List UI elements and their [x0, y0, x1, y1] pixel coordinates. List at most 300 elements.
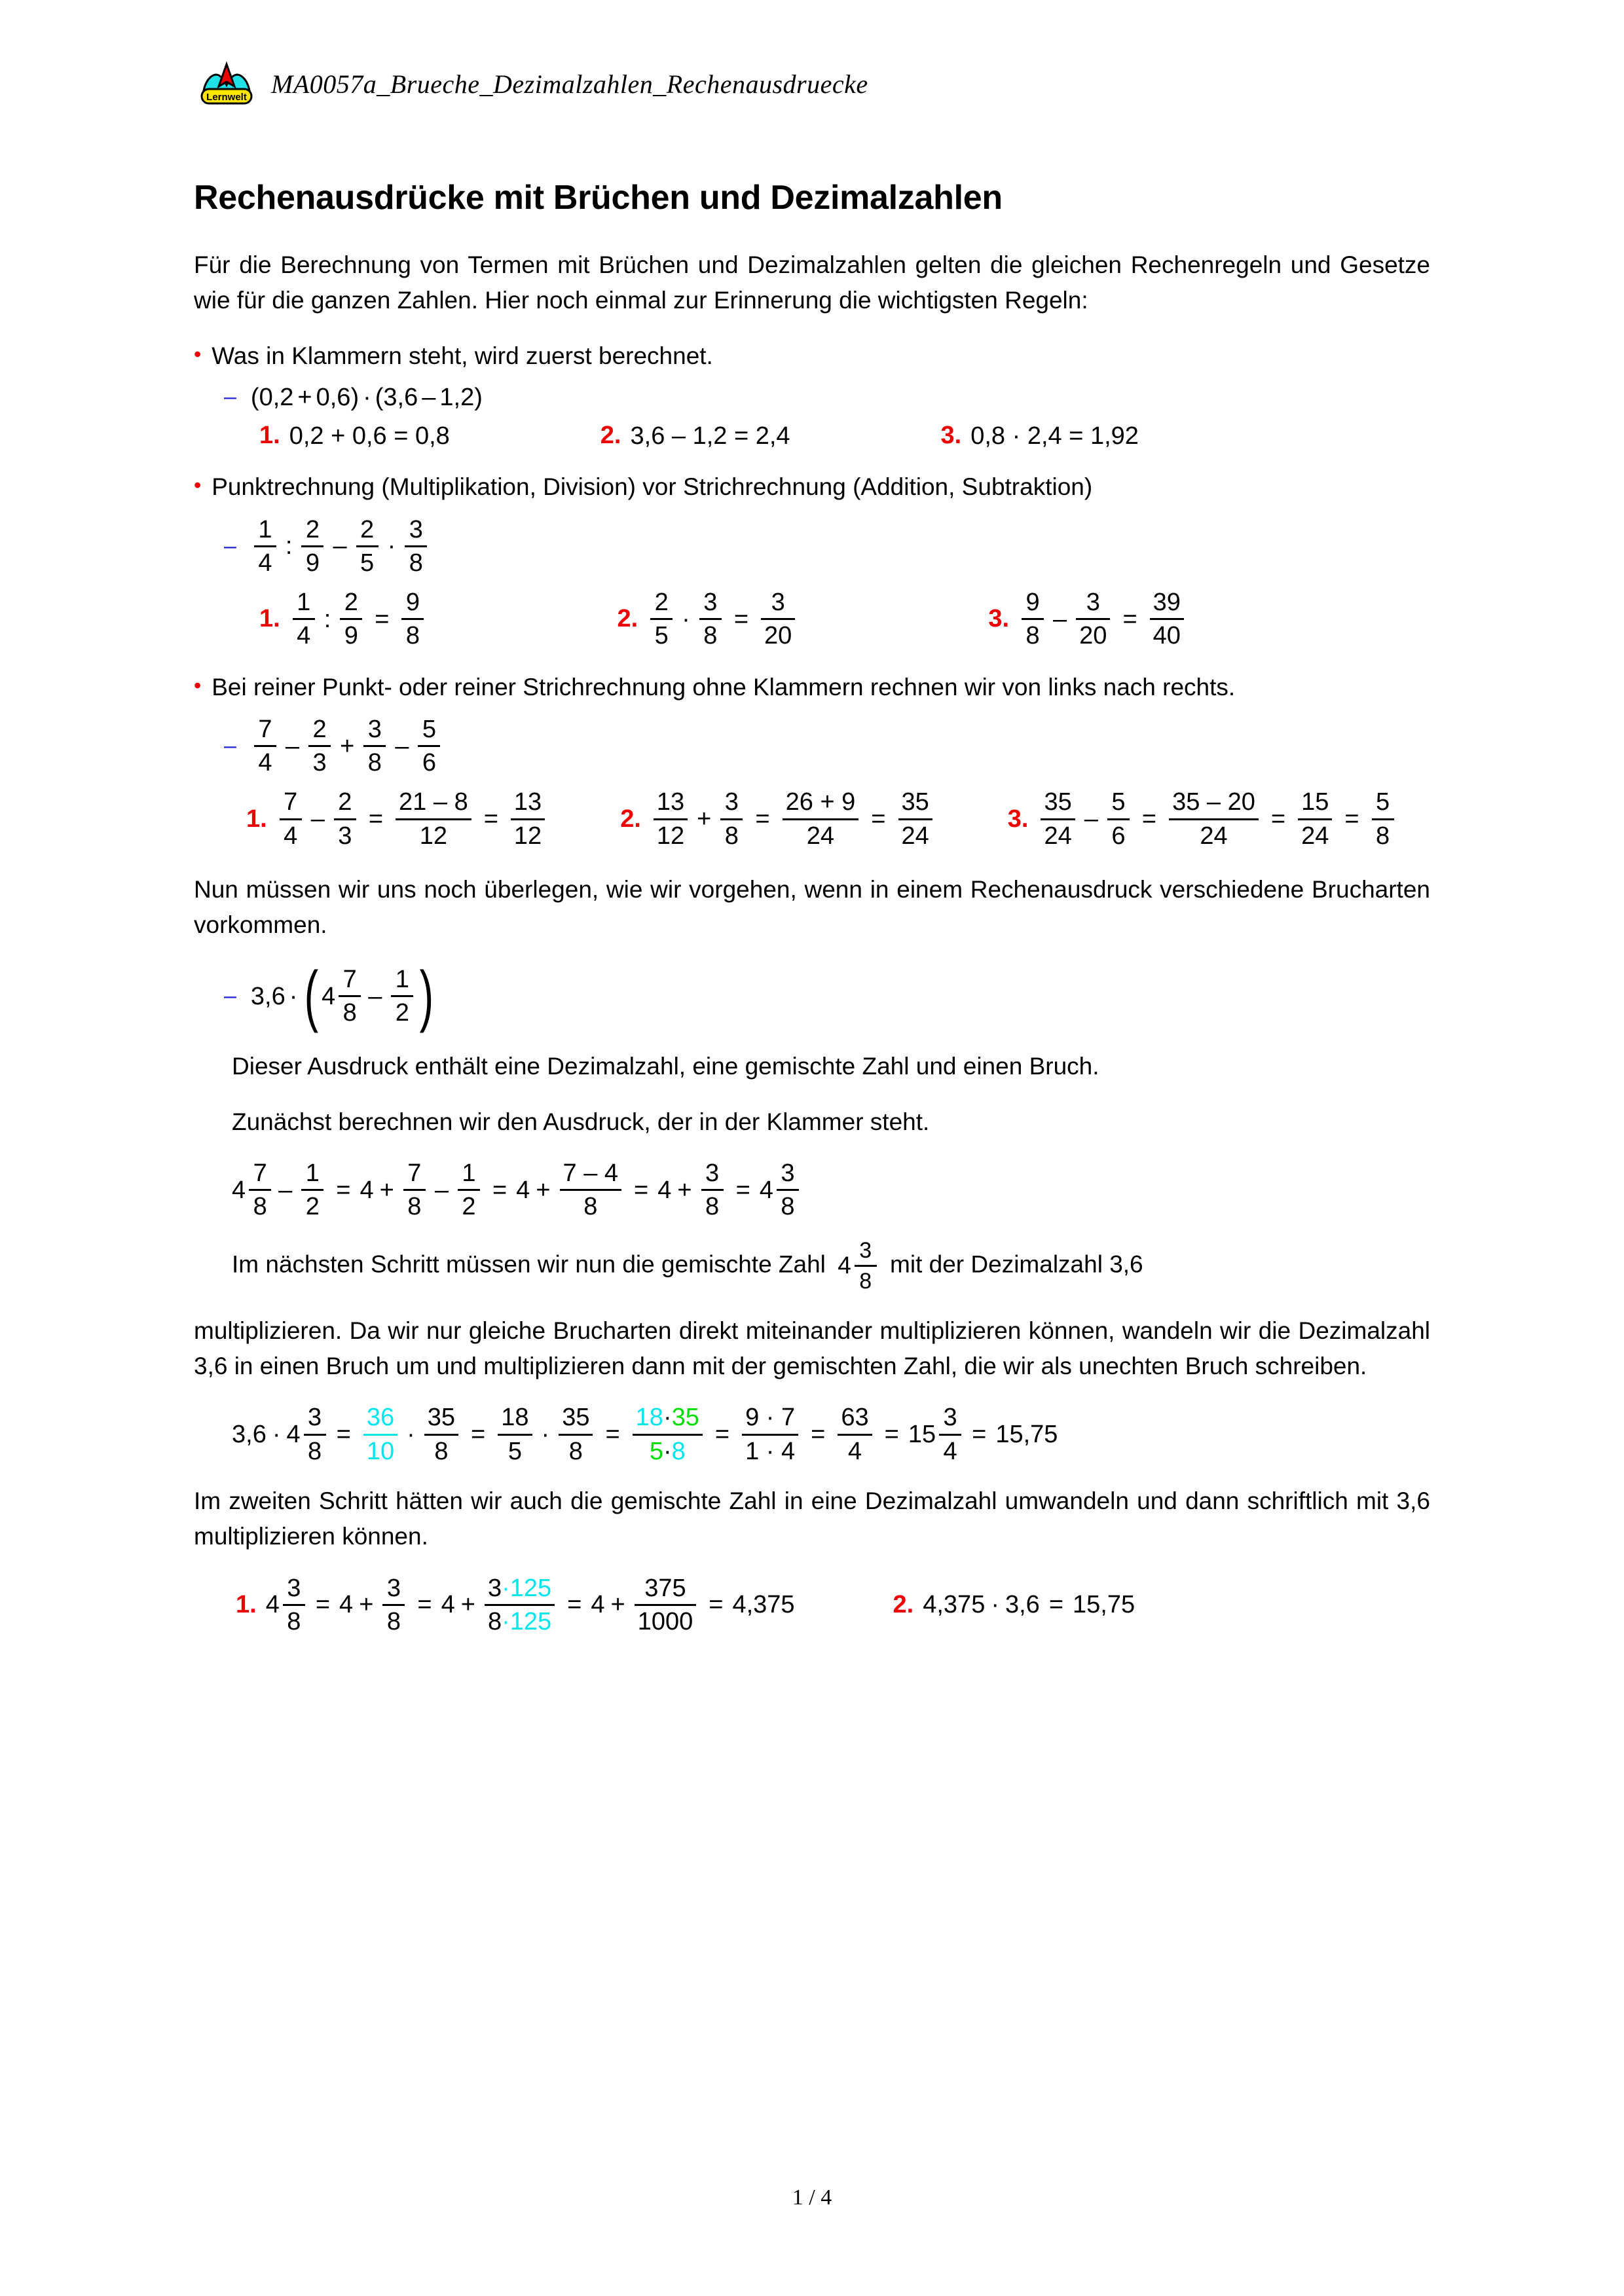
- equals-sign: =: [735, 1176, 750, 1204]
- numerator: 2: [654, 589, 669, 617]
- fraction-bar: [1076, 618, 1110, 620]
- fraction: [308, 716, 331, 777]
- equals-sign: =: [336, 1421, 351, 1449]
- op-plus: +: [297, 383, 312, 411]
- equals-sign: =: [605, 1421, 620, 1449]
- page-title: Rechenausdrücke mit Brüchen und Dezimalzahlen: [194, 179, 1003, 217]
- step-number: 3.: [940, 422, 962, 450]
- numerator: 3: [367, 715, 382, 743]
- step-expression: [650, 788, 936, 850]
- mixed-number: [760, 1159, 800, 1221]
- denominator: 3: [312, 749, 327, 777]
- denominator: 20: [764, 622, 792, 650]
- denominator: 8: [253, 1193, 267, 1221]
- fraction: [401, 589, 424, 650]
- operator: +: [536, 1176, 551, 1204]
- numerator: 7: [342, 965, 357, 993]
- operator: –: [285, 732, 300, 760]
- paren-close: ): [350, 383, 360, 411]
- number: 4: [516, 1176, 530, 1204]
- fraction: [761, 589, 795, 650]
- calculation-step: [988, 589, 1187, 650]
- next-step-paragraph: [194, 1238, 1430, 1294]
- fraction-half: [391, 966, 413, 1027]
- fraction: [254, 516, 276, 577]
- numerator: 2: [338, 788, 352, 816]
- mixed-intro-paragraph: Nun müssen wir uns noch überlegen, wie wir vorgehen, wenn in einem Rechenausdruck verschiedene Brucharten vorkommen.: [194, 876, 1430, 939]
- operator: +: [697, 805, 712, 833]
- denominator: 24: [901, 822, 929, 850]
- denominator: 4: [258, 549, 272, 577]
- equals-sign: =: [972, 1421, 987, 1449]
- denominator: 8: [434, 1437, 449, 1465]
- fraction: [1150, 589, 1184, 650]
- mixed-whole: 4: [265, 1591, 280, 1619]
- rule-1-bullet-row: [194, 338, 1430, 374]
- numerator: [633, 1404, 703, 1431]
- document-body: [194, 178, 1430, 1642]
- op-minus: –: [368, 982, 382, 1010]
- equals-sign: =: [315, 1591, 331, 1619]
- numerator: 9: [1025, 589, 1040, 617]
- step-expression: [631, 424, 790, 448]
- numerator: 3: [703, 589, 718, 617]
- calculation-step: [941, 422, 1139, 450]
- operator: –: [310, 805, 325, 833]
- fraction: [249, 1159, 271, 1221]
- numerator: 1: [305, 1159, 320, 1188]
- fraction-bar: [898, 818, 932, 820]
- operator: +: [359, 1591, 374, 1619]
- fraction: [396, 788, 471, 850]
- rule-2-steps: [194, 589, 1430, 650]
- denominator: 8: [342, 999, 357, 1027]
- fraction: [511, 788, 545, 850]
- denominator: 8: [705, 1193, 720, 1221]
- denominator: 2: [395, 999, 409, 1027]
- denominator: 4: [258, 749, 272, 777]
- fraction: [1022, 589, 1044, 650]
- term: ·: [502, 1607, 510, 1635]
- step-number: 2.: [600, 422, 621, 450]
- term: 35: [671, 1404, 699, 1432]
- fraction: [1041, 788, 1075, 850]
- denominator: 8: [583, 1193, 598, 1221]
- term-b: 0,6: [316, 383, 351, 411]
- numerator: 2: [305, 515, 320, 543]
- denominator: 9: [344, 622, 358, 650]
- fraction: [418, 716, 440, 777]
- fraction: [838, 1404, 872, 1465]
- paren-close-large: ): [419, 958, 434, 1034]
- fraction-bar: [356, 545, 378, 547]
- fraction: [382, 1575, 405, 1636]
- mixed-whole: 4: [286, 1421, 301, 1449]
- operator: ·: [541, 1421, 550, 1449]
- numerator: 39: [1153, 589, 1181, 617]
- step-number: 3.: [988, 605, 1010, 633]
- fraction: [1372, 788, 1394, 850]
- operator: –: [395, 732, 409, 760]
- rule-1-expression: [251, 385, 483, 410]
- numerator: 35: [901, 788, 929, 816]
- dash-marker-icon: –: [224, 384, 236, 410]
- lernwelt-logo: [196, 60, 257, 107]
- next-step-text-a: Im nächsten Schritt müssen wir nun die gemischte Zahl: [232, 1250, 826, 1277]
- step-number: 1.: [246, 805, 267, 833]
- step-text: 0,8 · 2,4 = 1,92: [970, 422, 1139, 450]
- rule-3-bullet-row: [194, 670, 1430, 705]
- operator: ·: [407, 1421, 415, 1449]
- denominator: 24: [806, 822, 835, 850]
- rule-3-text: Bei reiner Punkt- oder reiner Strichrechnung ohne Klammern rechnen wir von links nach rechts.: [212, 673, 1236, 701]
- fraction-bar: [424, 1434, 458, 1436]
- fraction-bar: [855, 1265, 877, 1267]
- denominator: 12: [419, 822, 448, 850]
- numerator: 3: [386, 1574, 401, 1602]
- fraction-bar: [458, 1189, 480, 1191]
- calculation-step: [617, 589, 798, 650]
- rule-1-text: Was in Klammern steht, wird zuerst berechnet.: [212, 342, 713, 369]
- denominator: 5: [507, 1437, 522, 1465]
- mixed-fraction: [339, 966, 361, 1027]
- numerator: 1: [297, 589, 311, 617]
- step-expression: [289, 589, 428, 650]
- page-footer: 1 / 4: [792, 2185, 832, 2210]
- mixed-whole: 15: [908, 1421, 936, 1449]
- fraction-bar: [396, 818, 471, 820]
- rule-1-example-row: [194, 384, 1430, 410]
- rule-3-example-row: [194, 716, 1430, 777]
- fraction-bar: [939, 1434, 961, 1436]
- term: ·: [502, 1574, 510, 1602]
- fraction-bar: [654, 818, 688, 820]
- fraction-bar: [838, 1434, 872, 1436]
- fraction: [301, 1159, 323, 1221]
- equals-sign: =: [1122, 605, 1137, 633]
- step-expression: [289, 424, 450, 448]
- logo-mountain-icon: [196, 60, 257, 107]
- fraction-bar: [280, 818, 302, 820]
- mixed-expression-row: [194, 958, 1430, 1034]
- numerator: 3: [705, 1159, 720, 1188]
- mixed-number: [266, 1575, 306, 1636]
- term: 8: [671, 1437, 686, 1465]
- denominator: 8: [367, 749, 382, 777]
- dash-marker-icon: –: [224, 983, 236, 1009]
- step-expression: [1037, 788, 1397, 850]
- calculation-step: [600, 422, 790, 450]
- denominator: 8: [287, 1607, 301, 1635]
- equals-sign: =: [492, 1176, 507, 1204]
- fraction: [498, 1404, 532, 1465]
- denominator: 1000: [637, 1607, 693, 1635]
- bullet-dot-icon: •: [194, 473, 202, 498]
- number: 4: [360, 1176, 374, 1204]
- numerator: 18: [501, 1404, 529, 1432]
- number: 4: [441, 1591, 455, 1619]
- term: ·: [663, 1404, 672, 1432]
- fraction-bar: [382, 1604, 405, 1606]
- fraction-bar: [633, 1434, 703, 1436]
- operator: ·: [272, 1421, 281, 1449]
- fraction-bar: [777, 1189, 799, 1191]
- operator: ·: [682, 605, 690, 633]
- fraction-bar: [485, 1604, 555, 1606]
- numerator: 3: [943, 1404, 957, 1432]
- fraction: [742, 1404, 798, 1465]
- numerator: 9: [405, 589, 420, 617]
- mixed-number: [908, 1404, 963, 1465]
- equals-sign: =: [1344, 805, 1359, 833]
- term-d: 1,2: [439, 383, 475, 411]
- fraction-bar: [1372, 818, 1394, 820]
- fraction-bar: [511, 818, 545, 820]
- number: 4: [339, 1591, 354, 1619]
- denominator: [485, 1608, 555, 1635]
- operator: –: [434, 1176, 449, 1204]
- numerator: 5: [422, 715, 436, 743]
- fraction-bar: [720, 818, 743, 820]
- denominator: 8: [386, 1607, 401, 1635]
- denominator: 9: [305, 549, 320, 577]
- mixed-whole: 4: [232, 1176, 246, 1204]
- dash-marker-icon: –: [224, 533, 236, 558]
- equals-sign: =: [336, 1176, 351, 1204]
- numerator: 36: [366, 1404, 395, 1432]
- fraction: [405, 516, 427, 577]
- term: 18: [635, 1404, 663, 1432]
- equals-sign: =: [567, 1591, 582, 1619]
- op-dot: ·: [289, 982, 298, 1010]
- step-expression: [647, 589, 798, 650]
- numerator: 3: [771, 589, 785, 617]
- equals-sign: =: [634, 1176, 649, 1204]
- fraction-bar: [418, 745, 440, 747]
- operator: +: [460, 1591, 475, 1619]
- step-expression: [276, 788, 548, 850]
- mixed-whole: 4: [759, 1176, 773, 1204]
- denominator: 8: [703, 622, 718, 650]
- step-number: 2.: [620, 805, 641, 833]
- numerator: 21 – 8: [399, 788, 468, 816]
- term-c: 3,6: [383, 383, 418, 411]
- rule-2-text: Punktrechnung (Multiplikation, Division) vor Strichrechnung (Addition, Subtraktion): [212, 473, 1093, 501]
- fraction-bar: [391, 995, 413, 997]
- numerator: 35: [427, 1404, 456, 1432]
- term-a: 0,2: [259, 383, 294, 411]
- operator: –: [278, 1176, 293, 1204]
- fraction-bar: [699, 618, 722, 620]
- numerator: 7: [253, 1159, 267, 1188]
- numerator: 5: [1376, 788, 1390, 816]
- fraction-colored: [485, 1575, 555, 1636]
- numerator: 7: [258, 715, 272, 743]
- denominator: 4: [847, 1437, 862, 1465]
- equals-sign: =: [471, 1421, 486, 1449]
- inline-mixed-number: [838, 1238, 878, 1294]
- numerator: 1: [462, 1159, 476, 1188]
- number: 4: [657, 1176, 672, 1204]
- second-step-paragraph: Im zweiten Schritt hätten wir auch die gemischte Zahl in eine Dezimalzahl umwandeln und dann schriftlich mit 3,6 multiplizieren können.: [194, 1487, 1430, 1550]
- numerator: 3: [287, 1574, 301, 1602]
- calculation-step: [236, 1575, 795, 1636]
- main-calculation-row: [194, 1404, 1430, 1465]
- numerator: 5: [1111, 788, 1126, 816]
- fraction-bar: [249, 1189, 271, 1191]
- equals-sign: =: [1270, 805, 1286, 833]
- fraction: [301, 516, 323, 577]
- fraction: [560, 1159, 622, 1221]
- numerator: 3: [724, 788, 739, 816]
- inline-fraction: [855, 1238, 877, 1294]
- fraction-bar: [363, 1434, 397, 1436]
- paren-open: (: [250, 383, 259, 411]
- fraction-bar: [1107, 818, 1130, 820]
- bullet-dot-icon: •: [194, 673, 202, 697]
- calculation-step: [620, 788, 936, 850]
- step-expression: [1018, 589, 1187, 650]
- mixed-number: [286, 1404, 327, 1465]
- numerator: 3: [781, 1159, 795, 1188]
- mixed-number: [232, 1159, 272, 1221]
- bullet-dot-icon: •: [194, 342, 202, 366]
- fraction: [635, 1575, 697, 1636]
- operator: –: [333, 532, 347, 560]
- fraction: [334, 788, 356, 850]
- numerator: 2: [360, 515, 375, 543]
- numerator: 7: [407, 1159, 422, 1188]
- denominator: 8: [1376, 822, 1390, 850]
- denominator: 8: [308, 1437, 322, 1465]
- fraction-bar: [1041, 818, 1075, 820]
- number: 4,375: [923, 1591, 986, 1619]
- paren-open-2: (: [375, 383, 384, 411]
- term: 8: [487, 1607, 502, 1635]
- fraction: [283, 1575, 305, 1636]
- fraction: [654, 788, 688, 850]
- fraction-bar: [293, 618, 315, 620]
- operator: +: [340, 732, 355, 760]
- fraction-bar: [742, 1434, 798, 1436]
- step-number: 3.: [1007, 805, 1029, 833]
- operator: ·: [991, 1591, 999, 1619]
- denominator: 3: [338, 822, 352, 850]
- fraction-colored: [633, 1404, 703, 1465]
- denominator: 10: [366, 1437, 395, 1465]
- operator: +: [379, 1176, 394, 1204]
- numerator: 63: [841, 1404, 869, 1432]
- fraction-bar: [1150, 618, 1184, 620]
- fraction: [254, 716, 276, 777]
- equals-sign: =: [483, 805, 498, 833]
- fraction: [1169, 788, 1259, 850]
- denominator: 24: [1044, 822, 1072, 850]
- fraction: [363, 1404, 397, 1465]
- denominator: 8: [407, 1193, 422, 1221]
- fraction: [777, 1159, 799, 1221]
- numerator: 3: [308, 1404, 322, 1432]
- rule-3-steps: [194, 788, 1430, 850]
- number: 4,375: [732, 1591, 795, 1619]
- equals-sign: =: [755, 805, 770, 833]
- number: 15,75: [1073, 1591, 1135, 1619]
- denominator: 24: [1301, 822, 1329, 850]
- fraction: [559, 1404, 593, 1465]
- operator: +: [677, 1176, 692, 1204]
- fraction: [783, 788, 859, 850]
- fraction-bar: [363, 745, 386, 747]
- fraction-bar: [283, 1604, 305, 1606]
- numerator: 3: [1086, 589, 1100, 617]
- decimal-factor: 3,6: [250, 982, 286, 1010]
- document-header: [196, 60, 868, 107]
- fraction-bar: [254, 745, 276, 747]
- mixed-line-1: Dieser Ausdruck enthält eine Dezimalzahl, eine gemischte Zahl und einen Bruch.: [232, 1053, 1099, 1080]
- fraction-bar: [339, 995, 361, 997]
- numerator: 35 – 20: [1172, 788, 1255, 816]
- fraction: [699, 589, 722, 650]
- next-step-text-b: mit der Dezimalzahl 3,6: [890, 1250, 1143, 1277]
- denominator: 6: [1111, 822, 1126, 850]
- step-number: 2.: [617, 605, 638, 633]
- term: ·: [663, 1437, 672, 1465]
- numerator: 1: [395, 965, 409, 993]
- denominator: [646, 1438, 689, 1465]
- dash-marker-icon: –: [224, 733, 236, 759]
- numerator: 35: [562, 1404, 590, 1432]
- paren-close-2: ): [474, 383, 483, 411]
- fraction: [701, 1159, 724, 1221]
- fraction-bar: [498, 1434, 532, 1436]
- fraction-bar: [301, 545, 323, 547]
- fraction: [939, 1404, 961, 1465]
- number: 3,6: [232, 1421, 267, 1449]
- rule-2-expression: [251, 516, 430, 577]
- denominator: 6: [422, 749, 436, 777]
- rule-2-example-row: [194, 516, 1430, 577]
- numerator: 26 + 9: [785, 788, 856, 816]
- fraction: [340, 589, 362, 650]
- fraction-bar: [701, 1189, 724, 1191]
- calculation-step: [259, 422, 450, 450]
- fraction: [424, 1404, 458, 1465]
- op-dot: ·: [363, 383, 371, 411]
- fraction: [403, 1159, 426, 1221]
- numerator: [485, 1575, 555, 1602]
- fraction-bar: [304, 1434, 326, 1436]
- fraction-bar: [559, 1434, 593, 1436]
- fraction-bar: [1298, 818, 1332, 820]
- fraction-bar: [650, 618, 673, 620]
- denominator: 8: [724, 822, 739, 850]
- numerator: 1: [258, 515, 272, 543]
- number: 4: [591, 1591, 605, 1619]
- equals-sign: =: [1141, 805, 1157, 833]
- fraction: [650, 589, 673, 650]
- fraction-bar: [1022, 618, 1044, 620]
- fraction-bar: [254, 545, 276, 547]
- denominator: 2: [462, 1193, 476, 1221]
- equals-sign: =: [1048, 1591, 1064, 1619]
- fraction: [356, 516, 378, 577]
- equals-sign: =: [709, 1591, 724, 1619]
- rule-2-bullet-row: [194, 469, 1430, 505]
- inline-whole: 4: [838, 1251, 851, 1279]
- numerator: 35: [1044, 788, 1072, 816]
- denominator: 12: [656, 822, 685, 850]
- fraction-bar: [334, 818, 356, 820]
